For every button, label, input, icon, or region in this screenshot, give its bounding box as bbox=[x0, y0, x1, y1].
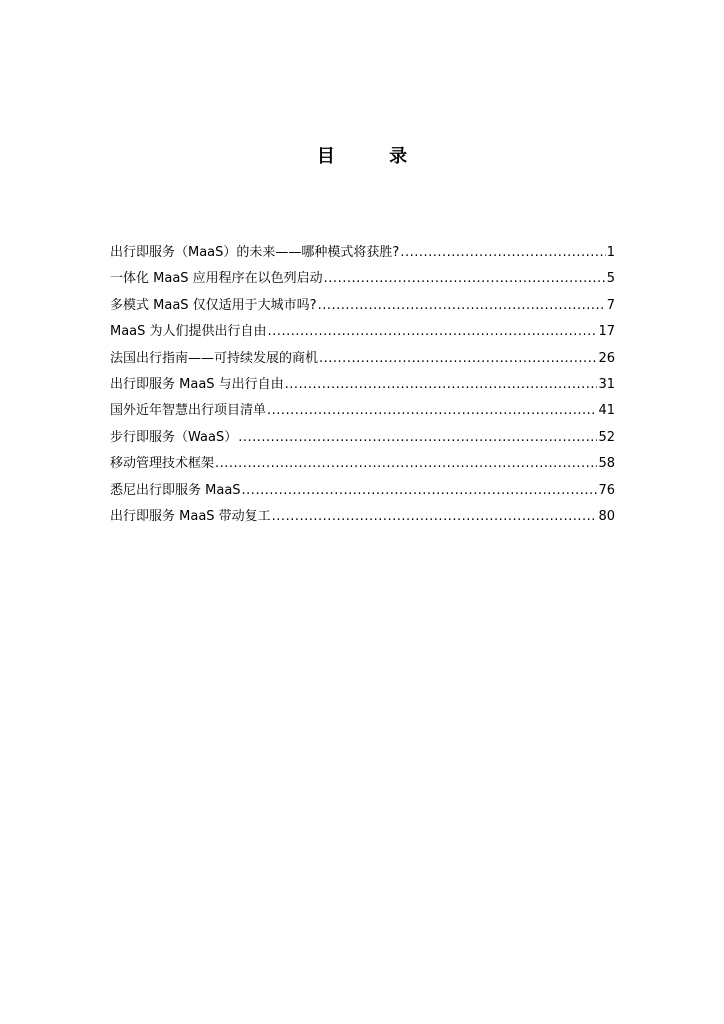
toc-entry-title: 步行即服务（WaaS） bbox=[110, 429, 238, 445]
toc-entry-page: 31 bbox=[598, 376, 615, 392]
toc-entry-page: 1 bbox=[606, 245, 615, 260]
toc-entry-title: 移动管理技术框架 bbox=[110, 456, 215, 472]
toc-entry-title: 一体化 MaaS 应用程序在以色列启动 bbox=[110, 271, 323, 287]
toc-entry[interactable] bbox=[110, 319, 615, 345]
toc-dot-leader bbox=[319, 346, 597, 372]
toc-dot-leader bbox=[285, 372, 598, 398]
toc-entry-title: 悉尼出行即服务 MaaS bbox=[110, 482, 241, 498]
toc-entry[interactable] bbox=[110, 346, 615, 372]
toc-entry-page: 76 bbox=[598, 482, 615, 498]
toc-dot-leader bbox=[238, 425, 597, 451]
toc-entry[interactable] bbox=[110, 240, 615, 266]
toc-entry[interactable] bbox=[110, 398, 615, 424]
toc-entry-title: 多模式 MaaS 仅仅适用于大城市吗? bbox=[110, 297, 317, 313]
toc-entry-title: 出行即服务（MaaS）的未来——哪种模式将获胜? bbox=[110, 245, 400, 260]
toc-entry-title: 国外近年智慧出行项目清单 bbox=[110, 403, 267, 419]
toc-dot-leader bbox=[267, 398, 597, 424]
toc-entry-title: MaaS 为人们提供出行自由 bbox=[110, 324, 267, 340]
toc-entry-page: 26 bbox=[598, 350, 615, 366]
toc-entry[interactable] bbox=[110, 478, 615, 504]
toc-entry[interactable] bbox=[110, 266, 615, 292]
toc-dot-leader bbox=[272, 504, 598, 530]
toc-entry[interactable] bbox=[110, 451, 615, 477]
toc-dot-leader bbox=[215, 451, 597, 477]
toc-entry-page: 41 bbox=[598, 403, 615, 419]
toc-entry-page: 58 bbox=[598, 456, 615, 472]
toc-dot-leader bbox=[318, 293, 606, 319]
toc-entry-title: 出行即服务 MaaS 带动复工 bbox=[110, 508, 271, 524]
toc-entry-page: 80 bbox=[598, 508, 615, 524]
toc-entry-page: 52 bbox=[598, 429, 615, 445]
toc-entry-page: 5 bbox=[606, 271, 615, 287]
toc-entry-page: 17 bbox=[598, 324, 615, 340]
toc-dot-leader bbox=[268, 319, 598, 345]
table-of-contents bbox=[110, 240, 615, 530]
toc-entry-page: 7 bbox=[606, 297, 615, 313]
toc-entry-title: 出行即服务 MaaS 与出行自由 bbox=[110, 376, 284, 392]
toc-dot-leader bbox=[400, 240, 605, 266]
toc-entry-title: 法国出行指南——可持续发展的商机 bbox=[110, 350, 319, 366]
toc-entry[interactable] bbox=[110, 504, 615, 530]
toc-entry[interactable] bbox=[110, 372, 615, 398]
toc-entry[interactable] bbox=[110, 293, 615, 319]
toc-dot-leader bbox=[242, 478, 598, 504]
toc-entry[interactable] bbox=[110, 425, 615, 451]
page-title: 目 录 bbox=[316, 146, 432, 167]
toc-dot-leader bbox=[324, 266, 606, 292]
